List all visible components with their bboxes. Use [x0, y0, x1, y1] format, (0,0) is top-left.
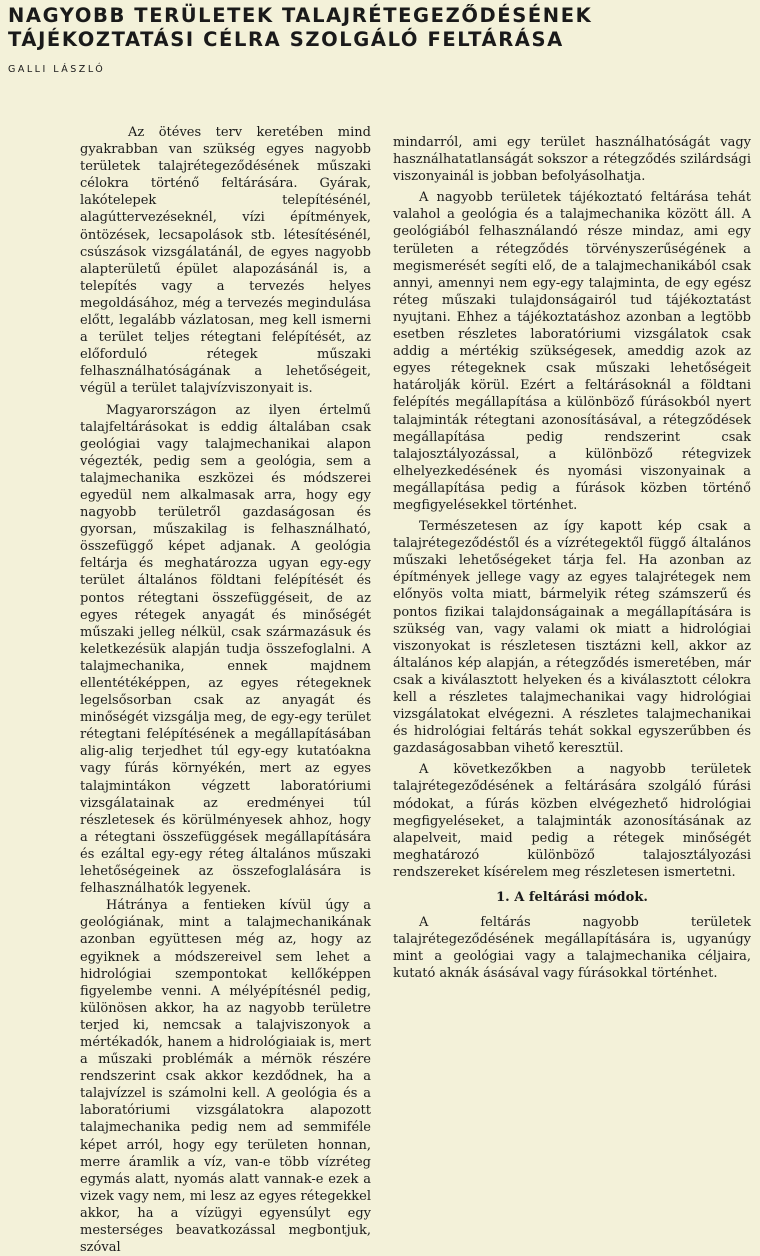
- right-column: [393, 134, 751, 982]
- paragraph: A nagyobb területek tájékoztató feltárása tehát valahol a geológia és a talajmechanika között áll. A geológiából felhasználandó része mindaz, ami egy területen a rétegződés törvényszerűségének a megismerését segíti elő, de a talajmechanikából csak annyi, amennyi nem egy-egy talajminta, de egy egész réteg műszaki tulajdonságairól tud tájékoztatást nyujtani. Ehhez a tájékoztatáshoz azonban a legtöbb esetben részletes laboratóriumi vizsgálatok csak addig a mértékig szükségesek, ameddig azok az egyes rétegeknek csak műszaki lehetőségeit határolják körül. Ezért a feltárásoknál a földtani felépítés megállapítása a különböző fúrásokból nyert talajminták rétegtani azonosításával, a rétegződések megállapítása pedig rendszerint csak talajosztályozással, a különböző rétegvizek elhelyezkedésének és nyomási viszonyainak a megállapítása pedig a fúrások közben történő megfigyelésekkel történhet.: [393, 190, 751, 513]
- title-line-1: NAGYOBB TERÜLETEK TALAJRÉTEGEZŐDÉSÉNEK: [8, 4, 593, 27]
- article-title: [8, 4, 753, 52]
- paragraph: A feltárás nagyobb területek talajrétegeződésének megállapítására is, ugyanúgy mint a geológiai vagy a talajmechanika céljaira, kutató aknák ásásával vagy fúrásokkal történhet.: [393, 915, 751, 982]
- paragraph: Magyarországon az ilyen értelmű talajfeltárásokat is eddig általában csak geológiai vagy talajmechanikai alapon végezték, pedig sem a geológia, sem a talajmechanika eszközei és módszerei egyedül nem alkalmasak arra, hogy egy nagyobb területről gazdaságosan és gyorsan, műszakilag is felhasználható, összefüggő képet adjanak. A geológia feltárja és meghatározza ugyan egy-egy terület általános földtani felépítését és pontos rétegtani összefüggéseit, de az egyes rétegek anyagát és minőségét műszaki jelleg nélkül, csak származásuk és keletkezésük alapján tudja összefoglalni. A talajmechanika, ennek majdnem ellentétéképpen, az egyes rétegeknek legelsősorban csak az anyagát és minőségét vizsgálja meg, de egy-egy terület rétegtani felépítésének a megállapításában alig-alig terjedhet túl egy-egy kutatóakna vagy fúrás környékén, mert az egyes talajmintákon végzett laboratóriumi vizsgálatainak az eredményei túl részletesek és körülményesek ahhoz, hogy a rétegtani összefüggések megállapítására és ezáltal egy-egy réteg általános műszaki lehetőségeinek az összefoglalására is felhasználhatók legyenek.: [80, 402, 371, 897]
- author-name: GALLI LÁSZLÓ: [8, 64, 106, 75]
- paragraph: mindarról, ami egy terület használhatóságát vagy használhatatlanságát sokszor a rétegződés szilárdsági viszonyainál is jobban befolyásolhatja.: [393, 135, 751, 185]
- left-column: [80, 124, 371, 1256]
- paragraph: Természetesen az így kapott kép csak a talajrétegeződéstől és a vízrétegektől függő általános műszaki lehetőségeket tárja fel. Ha azonban az építmények jellege vagy az egyes talajrétegek nem előnyös volta miatt, bármelyik réteg számszerű és pontos fizikai talajdonságainak a megállapítására is szükség van, vagy valami ok miatt a hidrológiai viszonyokat is részletesen tisztázni kell, akkor az általános kép alapján, a rétegződés ismeretében, már csak a kiválasztott helyeken és a kiválasztott célokra kell a részletes talajmechanikai vagy hidrológiai vizsgálatokat elvégezni. A részletes talajmechanikai és hidrológiai feltárás tehát sokkal egyszerűbben és gazdaságosabban vihető keresztül.: [393, 519, 751, 757]
- paragraph: Az ötéves terv keretében mind gyakrabban van szükség egyes nagyobb területek talajrétegeződésének műszaki célokra történő feltárására. Gyárak, lakótelepek telepítésénél, alagúttervezéseknél, vízi építmények, öntözések, lecsapolások stb. létesítésénél, csúszások vizsgálatánál, de egyes nagyobb alapterületű épület alapozásánál is, a telepítés vagy a tervezés helyes megoldásához, még a tervezés megindulása előtt, legalább vázlatosan, meg kell ismerni a terület teljes rétegtani felépítését, az előforduló rétegek műszaki felhasználhatóságának a lehetőségeit, végül a terület talajvízviszonyait is.: [80, 125, 371, 397]
- paragraph: A következőkben a nagyobb területek talajrétegeződésének a feltárására szolgáló fúrási módokat, a fúrás közben elvégezhető hidrológiai megfigyeléseket, a talajminták azonosításának az alapelveit, maid pedig a rétegek minőségét meghatározó különböző talajosztályozási rendszereket kísérelem meg részletesen ismertetni.: [393, 762, 751, 880]
- section-heading: 1. A feltárási módok.: [496, 890, 648, 906]
- paragraph: Hátránya a fentieken kívül úgy a geológiának, mint a talajmechanikának azonban együttesen még az, hogy az egyiknek a módszereivel sem lehet a hidrológiai szempontokat kellőképpen figyelembe venni. A mélyépítésnél pedig, különösen akkor, ha az nagyobb területre terjed ki, nemcsak a talajviszonyok a mértékadók, hanem a hidrológiaiak is, mert a műszaki problémák a mérnök részére rendszerint csak akkor kezdődnek, ha a talajvízzel is számolni kell. A geológia és a laboratóriumi vizsgálatokra alapozott talajmechanika pedig nem ad semmiféle képet arról, hogy egy területen honnan, merre áramlik a víz, van-e több vízréteg egymás alatt, nyomás alatt vannak-e ezek a vizek vagy nem, mi lesz az egyes rétegekkel akkor, ha a vízügyi egyensúlyt egy mesterséges beavatkozással megbontjuk, szóval: [80, 898, 371, 1256]
- title-line-2: TÁJÉKOZTATÁSI CÉLRA SZOLGÁLÓ FELTÁRÁSA: [8, 28, 564, 51]
